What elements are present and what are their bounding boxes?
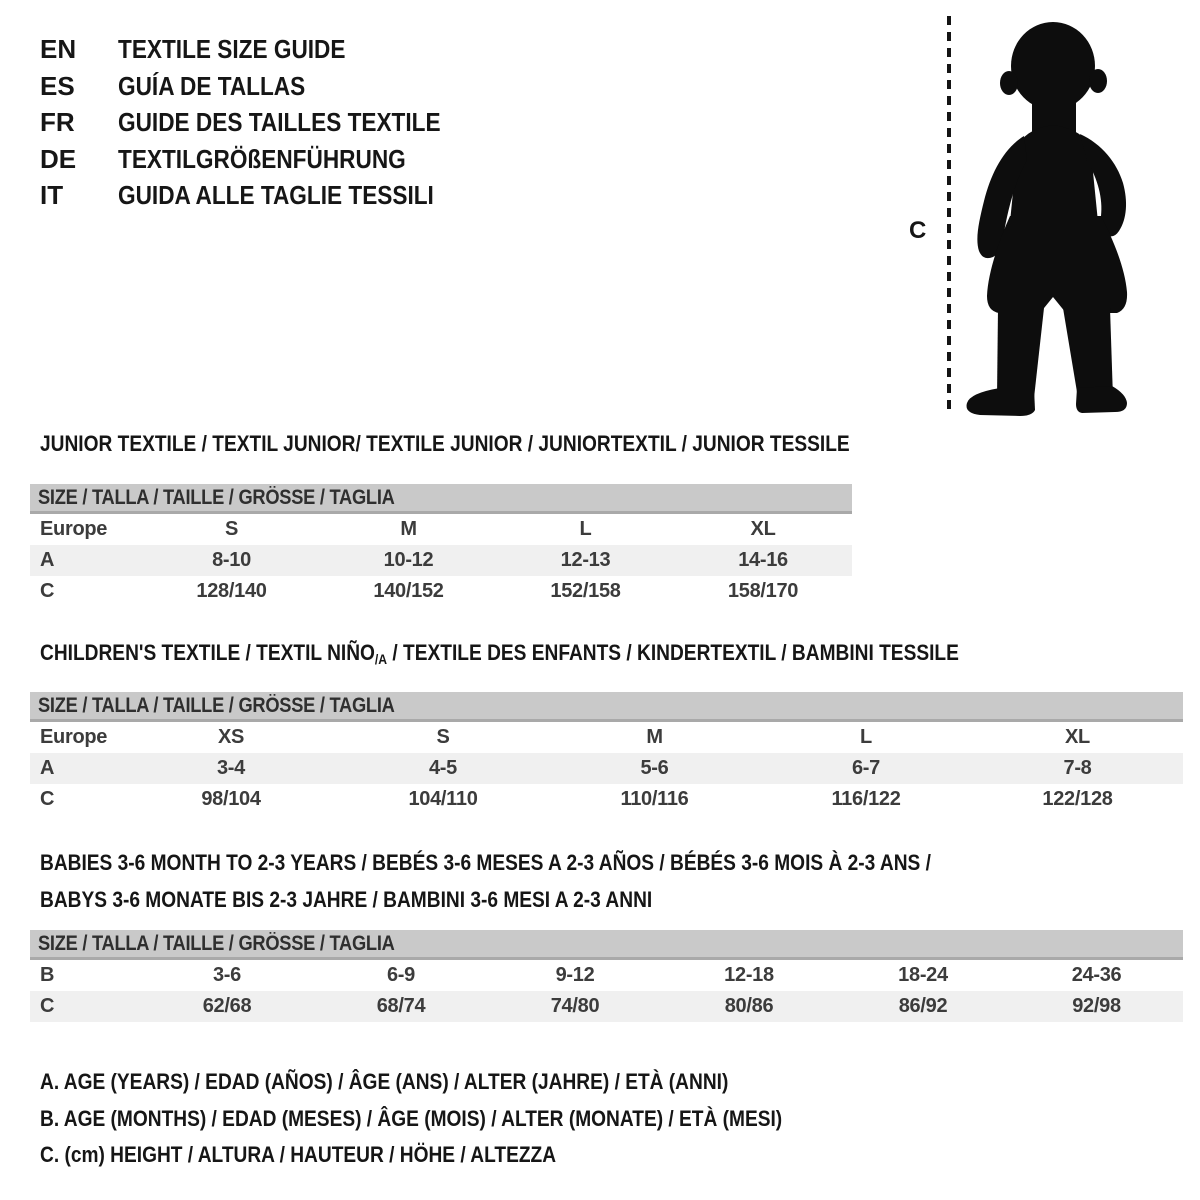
- age-cell: 6-7: [760, 753, 972, 784]
- age-cell: 24-36: [1071, 964, 1122, 986]
- lang-code: DE: [40, 143, 77, 174]
- age-cell: 8-10: [143, 545, 320, 576]
- size-cell: S: [224, 518, 239, 540]
- age-cell: 18-24: [898, 964, 948, 986]
- height-cell: 140/152: [373, 580, 444, 602]
- size-cell: S: [436, 726, 450, 748]
- lang-row-it: [40, 177, 489, 214]
- age-cell: 10-12: [320, 545, 497, 576]
- lang-code: ES: [40, 70, 75, 101]
- lang-code: FR: [40, 107, 75, 138]
- table-row: [30, 576, 852, 607]
- table-row: [30, 753, 1183, 784]
- table-row: [30, 959, 1183, 992]
- legend-notes: [40, 1064, 893, 1174]
- lang-row-es: [40, 68, 489, 105]
- height-cell: 62/68: [140, 991, 314, 1022]
- height-cell: 158/170: [727, 580, 799, 602]
- age-cell: 12-18: [724, 964, 774, 986]
- height-cell: 74/80: [488, 991, 662, 1022]
- age-cell: 4-5: [337, 753, 549, 784]
- nino-a-subscript: /A: [374, 651, 388, 667]
- height-measure-label: C: [909, 217, 927, 244]
- height-cell: 80/86: [662, 991, 836, 1022]
- height-cell: 128/140: [196, 580, 267, 602]
- size-cell: M: [400, 518, 417, 540]
- table-header-row: [30, 484, 852, 513]
- lang-row-en: [40, 31, 489, 68]
- size-header-label: SIZE / TALLA / TAILLE / GRÖSSE / TAGLIA: [38, 485, 395, 509]
- lang-code: EN: [40, 34, 77, 64]
- lang-row-fr: [40, 104, 489, 141]
- table-row: [30, 721, 1183, 754]
- age-cell: 5-6: [549, 753, 760, 784]
- height-cell: 152/158: [550, 580, 621, 602]
- row-label: A: [30, 545, 143, 576]
- section-title-junior: JUNIOR TEXTILE / TEXTIL JUNIOR/ TEXTILE JUNIOR / JUNIORTEXTIL / JUNIOR TESSILE: [40, 431, 850, 456]
- age-cell: 3-4: [125, 753, 337, 784]
- section-title-children: CHILDREN'S TEXTILE / TEXTIL NIÑO/A / TEXTILE DES ENFANTS / KINDERTEXTIL / BAMBINI TESSILE: [40, 640, 959, 667]
- height-cell: 86/92: [836, 991, 1010, 1022]
- size-header-label: SIZE / TALLA / TAILLE / GRÖSSE / TAGLIA: [38, 931, 395, 955]
- language-title-list: [40, 31, 489, 214]
- row-label: C: [40, 788, 55, 810]
- guide-title-de: TEXTILGRÖßENFÜHRUNG: [118, 143, 406, 174]
- guide-title-es: GUÍA DE TALLAS: [118, 70, 306, 101]
- height-cell: 68/74: [314, 991, 488, 1022]
- row-label: A: [30, 753, 125, 784]
- table-header-row: [30, 692, 1183, 721]
- age-cell: 3-6: [212, 964, 241, 986]
- size-cell: L: [579, 518, 592, 540]
- height-cell: 92/98: [1010, 991, 1183, 1022]
- toddler-silhouette-icon: [960, 20, 1145, 422]
- babies-size-table: [30, 930, 1183, 1022]
- lang-code: IT: [40, 180, 64, 211]
- age-cell: 6-9: [386, 964, 415, 986]
- junior-size-table: [30, 484, 852, 607]
- guide-title-fr: GUIDE DES TAILLES TEXTILE: [118, 107, 441, 138]
- note-b: B. AGE (MONTHS) / EDAD (MESES) / ÂGE (MOIS) / ALTER (MONATE) / ETÀ (MESI): [40, 1105, 783, 1131]
- row-label: Europe: [40, 518, 108, 540]
- size-cell: L: [860, 726, 872, 748]
- guide-title-it: GUIDA ALLE TAGLIE TESSILI: [118, 180, 434, 211]
- height-measure-dashed-line: [947, 16, 951, 416]
- section-title-babies: BABIES 3-6 MONTH TO 2-3 YEARS / BEBÉS 3-6 MESES A 2-3 AÑOS / BÉBÉS 3-6 MOIS À 2-3 ANS / BABYS 3-6 MONATE BIS 2-3 JAHRE / BAMBINI 3-6 MESI A 2-3 ANNI: [40, 850, 931, 912]
- age-cell: 12-13: [497, 545, 674, 576]
- lang-row-de: [40, 141, 489, 178]
- height-cell: 98/104: [201, 788, 261, 810]
- table-row: [30, 784, 1183, 815]
- size-cell: XL: [1065, 726, 1090, 748]
- age-cell: 7-8: [972, 753, 1183, 784]
- height-cell: 104/110: [408, 788, 478, 810]
- size-cell: XS: [217, 726, 245, 748]
- note-c: C. (cm) HEIGHT / ALTURA / HAUTEUR / HÖHE / ALTEZZA: [40, 1142, 557, 1167]
- table-row: [30, 513, 852, 546]
- row-label: C: [40, 580, 55, 602]
- row-label: C: [30, 991, 140, 1022]
- height-cell: 122/128: [1042, 788, 1113, 810]
- table-header-row: [30, 930, 1183, 959]
- row-label: B: [40, 964, 55, 986]
- age-cell: 14-16: [674, 545, 852, 576]
- size-header-label: SIZE / TALLA / TAILLE / GRÖSSE / TAGLIA: [38, 693, 395, 717]
- age-cell: 9-12: [555, 964, 595, 986]
- guide-title-en: TEXTILE SIZE GUIDE: [118, 34, 346, 64]
- size-cell: XL: [750, 518, 776, 540]
- children-size-table: [30, 692, 1183, 815]
- row-label: Europe: [40, 726, 108, 748]
- height-cell: 116/122: [831, 788, 901, 810]
- table-row: [30, 545, 852, 576]
- height-cell: 110/116: [620, 788, 689, 810]
- size-cell: M: [646, 726, 663, 748]
- table-row: [30, 991, 1183, 1022]
- note-a: A. AGE (YEARS) / EDAD (AÑOS) / ÂGE (ANS) / ALTER (JAHRE) / ETÀ (ANNI): [40, 1069, 729, 1094]
